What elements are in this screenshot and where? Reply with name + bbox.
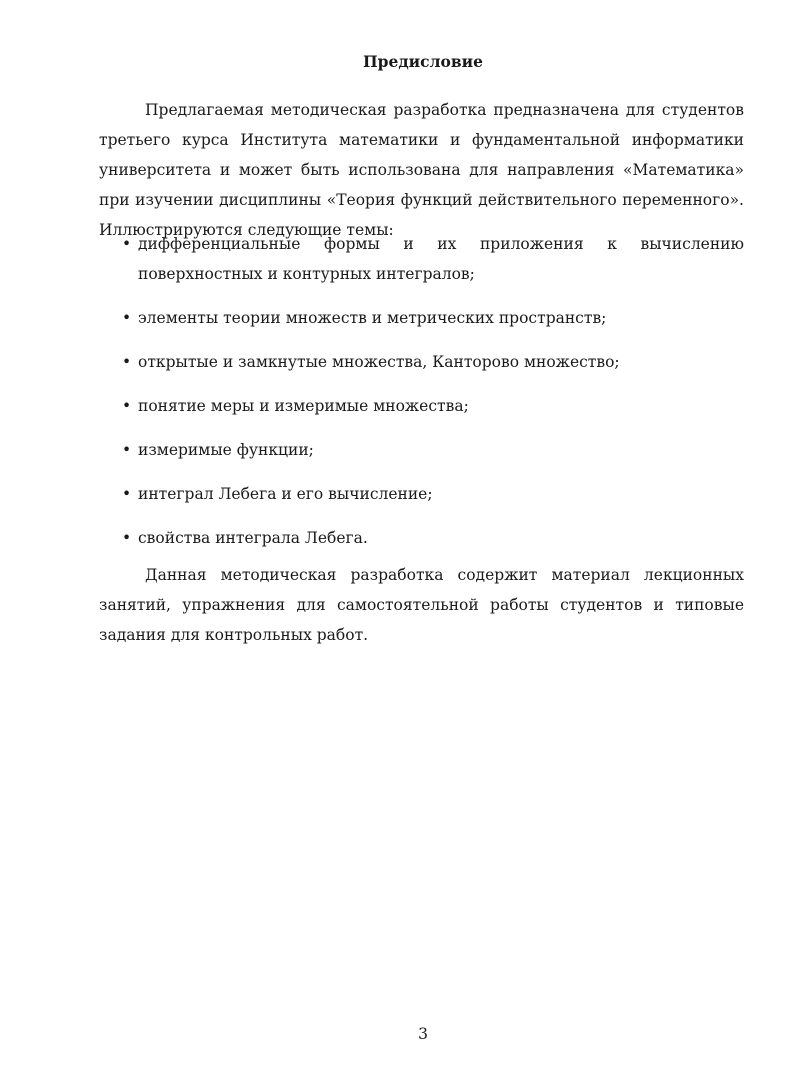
list-item: • открытые и замкнутые множества, Канторово множество;: [99, 347, 744, 377]
intro-paragraph: Предлагаемая методическая разработка предназначена для студентов третьего курса Института математики и фундаментальной информатики университета и может быть использована для направления «Математика» при изучении дисциплины «Теория функций действительного переменного». Иллюстрируются следующие темы:: [99, 101, 744, 239]
page-number: 3: [418, 1025, 428, 1043]
list-item: • измеримые функции;: [99, 435, 744, 465]
list-item: • свойства интеграла Лебега.: [99, 523, 744, 553]
list-item: • дифференциальные формы и их приложения к вычислению поверхностных и контурных интегралов;: [99, 229, 744, 289]
conclusion-paragraph: Данная методическая разработка содержит материал лекционных занятий, упражнения для самостоятельной работы студентов и типовые задания для контрольных работ.: [99, 566, 744, 644]
list-item: • понятие меры и измеримые множества;: [99, 391, 744, 421]
topics-list: [99, 229, 744, 567]
page-title: Предисловие: [363, 52, 483, 71]
list-item: • интеграл Лебега и его вычисление;: [99, 479, 744, 509]
list-item: • элементы теории множеств и метрических пространств;: [99, 303, 744, 333]
